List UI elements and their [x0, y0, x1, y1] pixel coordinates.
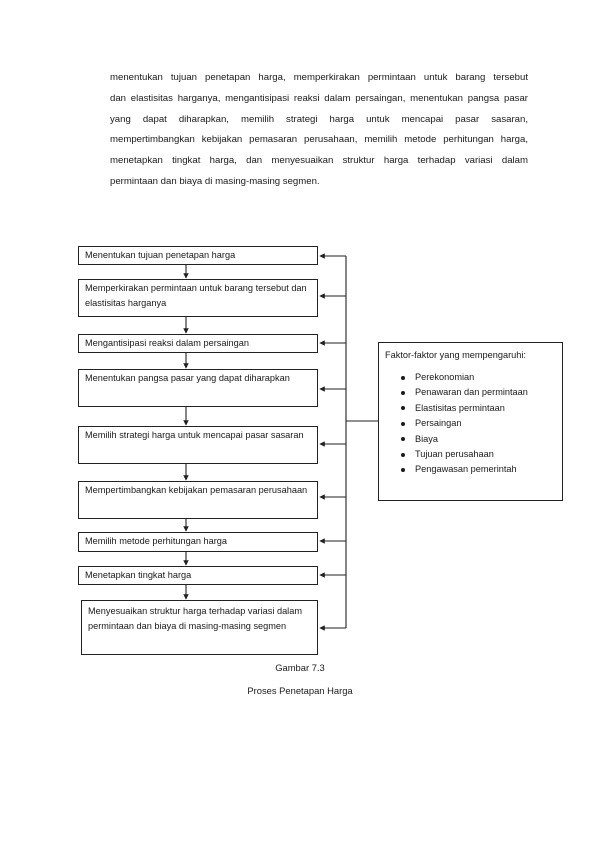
step-label: Menentukan pangsa pasar yang dapat diharapkan: [85, 373, 290, 383]
step-label: Memilih strategi harga untuk mencapai pasar sasaran: [85, 430, 304, 440]
factor-item: [405, 462, 556, 477]
bullet-icon: [401, 422, 405, 426]
paragraph-line: dan elastisitas harganya, mengantisipasi reaksi dalam persaingan, menentukan pangsa pasar: [110, 92, 528, 104]
factor-label: Persaingan: [415, 418, 462, 429]
bullet-icon: [401, 406, 405, 410]
step-box: [78, 369, 318, 407]
step-box: [78, 566, 318, 585]
factor-item: [405, 416, 556, 431]
factor-label: Pengawasan pemerintah: [415, 464, 517, 475]
step-box: [78, 279, 318, 317]
factor-label: Penawaran dan permintaan: [415, 387, 528, 398]
bullet-icon: [401, 391, 405, 395]
factor-item: [405, 447, 556, 462]
paragraph-line: menetapkan tingkat harga, dan menyesuaikan struktur harga terhadap variasi dalam: [110, 155, 528, 167]
step-label: Memperkirakan permintaan untuk barang tersebut dan elastisitas harganya: [85, 283, 307, 308]
factor-label: Perekonomian: [415, 372, 475, 382]
paragraph-line: menentukan tujuan penetapan harga, memperkirakan permintaan untuk barang tersebut: [110, 72, 528, 83]
step-label: Menyesuaikan struktur harga terhadap variasi dalam permintaan dan biaya di masing-masing segmen: [88, 606, 302, 631]
factor-label: Tujuan perusahaan: [415, 449, 494, 460]
step-label: Menetapkan tingkat harga: [85, 570, 192, 580]
step-box: [78, 532, 318, 552]
step-box: [78, 246, 318, 265]
paragraph-line: yang dapat diharapkan, memilih strategi harga untuk mencapai pasar sasaran,: [110, 113, 528, 125]
step-label: Menentukan tujuan penetapan harga: [85, 250, 236, 260]
paragraph-line: mempertimbangkan kebijakan pemasaran perusahaan, memilih metode perhitungan harga,: [110, 134, 528, 146]
factors-list: [385, 370, 556, 478]
bullet-icon: [401, 468, 405, 472]
figure-number: Gambar 7.3: [275, 662, 325, 673]
factors-title: Faktor-faktor yang mempengaruhi:: [385, 350, 526, 360]
factor-item: [405, 370, 556, 385]
factor-item: [405, 401, 556, 416]
paragraph-line: permintaan dan biaya di masing-masing segmen.: [110, 175, 320, 187]
factor-item: [405, 385, 556, 400]
figure-title: Proses Penetapan Harga: [247, 685, 353, 696]
factor-label: Biaya: [415, 433, 438, 444]
factor-label: Elastisitas permintaan: [415, 402, 505, 413]
step-box: [78, 426, 318, 464]
step-label: Memilih metode perhitungan harga: [85, 536, 227, 546]
step-box: [78, 334, 318, 353]
step-label: Mempertimbangkan kebijakan pemasaran perusahaan: [85, 485, 308, 495]
step-box: [78, 481, 318, 519]
bullet-icon: [401, 453, 405, 457]
bullet-icon: [401, 376, 405, 380]
factor-item: [405, 432, 556, 447]
step-box: [81, 600, 318, 655]
bullet-icon: [401, 437, 405, 441]
factors-box: [378, 342, 563, 501]
step-label: Mengantisipasi reaksi dalam persaingan: [85, 338, 249, 348]
